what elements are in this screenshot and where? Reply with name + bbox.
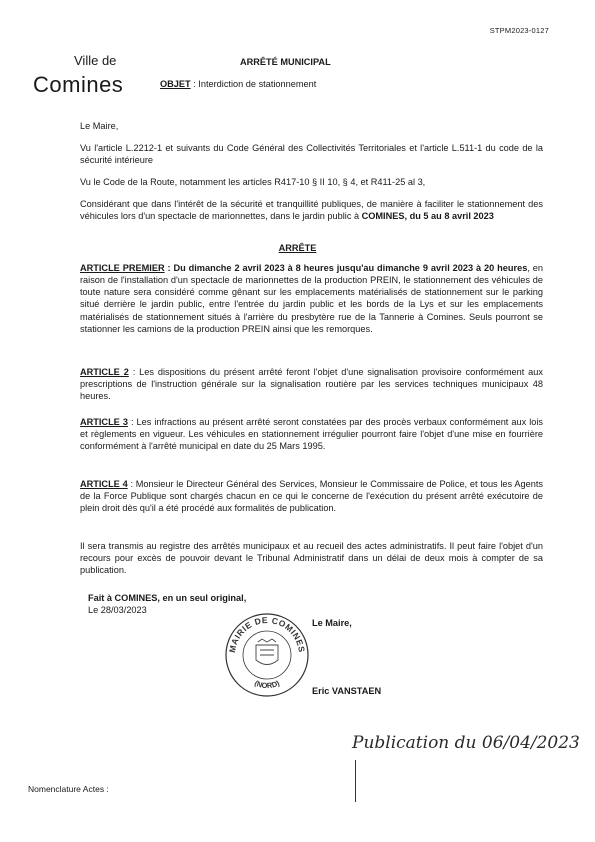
- fait-a-comines: Fait à COMINES, en un seul original,: [88, 593, 247, 603]
- preamble-considerant: [80, 198, 543, 222]
- logo-comines: Comines: [33, 72, 124, 97]
- article-premier: ARTICLE PREMIER : Du dimanche 2 avril 2023 à 8 heures jusqu'au dimanche 9 avril 2023 à 20 heures, en raison de l'installation d'un spectacle de marionnettes de la production PREIN, le stationnement des véhicules de toute nature sera considéré comme gênant sur les emplacements matérialisés de stationnement sur le parking situé derrière le jardin public, entre l'entrée du jardin public et les bords de la Lys et sur les emplacements matérialisés de stationnement situés à l'arrière du presbytère rue de la Tannerie à Comines. Seuls pourront se stationner les camions de la production PREIN ainsi que les remorques.: [80, 263, 543, 334]
- article-2-text: : Les dispositions du présent arrêté feront l'objet d'une signalisation provisoire conformément aux prescriptions de l'instruction générale sur la signalisation routière par les services techniques municipaux 48 heures.: [80, 367, 543, 402]
- preamble-vu-cgct: Vu l'article L.2212-1 et suivants du Code Général des Collectivités Territoriales et l'article L.511-1 du code de la sécurité intérieure: [80, 143, 543, 166]
- preamble-vu-code-route: Vu le Code de la Route, notamment les articles R417-10 § II 10, § 4, et R411-25 al 3,: [80, 177, 426, 187]
- nomenclature-actes: Nomenclature Actes :: [28, 784, 109, 794]
- svg-text:MAIRIE DE COMINES: [227, 615, 307, 653]
- seal-bottom-text: (NORD): [253, 678, 281, 691]
- seal-emblem: [256, 639, 278, 665]
- article-4: [80, 478, 543, 514]
- signature-le-maire: Le Maire,: [312, 618, 352, 628]
- article-premier-heading: ARTICLE PREMIER: [80, 263, 165, 273]
- objet-label: OBJET: [160, 79, 191, 89]
- article-2-heading: ARTICLE 2: [80, 367, 129, 377]
- mairie-seal-stamp: [224, 612, 310, 698]
- transmission-paragraph: Il sera transmis au registre des arrêtés municipaux et au recueil des actes administratifs. Il peut faire l'objet d'un recours pour excès de pouvoir devant le Tribunal Administratif dans un délai de deux mois à compter de sa publication.: [80, 541, 543, 576]
- article-3-text: : Les infractions au présent arrêté seront constatées par des procès verbaux conformément aux lois et règlements en vigueur. Les véhicules en stationnement irrégulier pourront faire l'objet d'une mise en fourrière conformément à l'arrêté municipal en date du 25 Mars 1995.: [80, 417, 543, 452]
- article-3: [80, 416, 543, 452]
- objet-text: : Interdiction de stationnement: [190, 79, 317, 89]
- logo-ville-de: Ville de: [74, 53, 117, 68]
- article-premier-dates: Du dimanche 2 avril 2023 à 8 heures jusqu'au dimanche 9 avril 2023 à 20 heures: [173, 263, 528, 273]
- seal-top-text: MAIRIE DE COMINES: [226, 614, 307, 654]
- considerant-text: Considérant que dans l'intérêt de la sécurité et tranquillité publiques, de manière à faciliter le stationnement des véhicules lors d'un spectacle de marionnettes, dans le jardin public à: [80, 199, 543, 222]
- article-premier-text: , en raison de l'installation d'un spectacle de marionnettes de la production PREIN, le stationnement des véhicules de toute nature sera considéré comme gênant sur les emplacements matérialisés de stationnement sur le parking situé derrière le jardin public, entre l'entrée du jardin public et les bords de la Lys et sur les emplacements matérialisés de stationnement situés à l'arrière du presbytère rue de la Tannerie à Comines. Seuls pourront se stationner les camions de la production PREIN ainsi que les remorques.: [80, 263, 543, 334]
- article-2: [80, 366, 543, 402]
- svg-text:(NORD): [253, 678, 281, 690]
- considerant-dates: COMINES, du 5 au 8 avril 2023: [361, 211, 494, 222]
- signatory-name: Eric VANSTAEN: [312, 686, 382, 696]
- handwritten-publication-text: Publication du 06/04/2023: [352, 733, 580, 753]
- document-title: ARRÊTÉ MUNICIPAL: [240, 57, 331, 67]
- article-4-text: : Monsieur le Directeur Général des Services, Monsieur le Commissaire de Police, et tous les Agents de la Force Publique sont chargés chacun en ce qui le concerne de l'exécution du présent arrêté exécutoire de plein droit dès qu'il a été procédé aux formalités de publication.: [80, 479, 543, 514]
- article-4-heading: ARTICLE 4: [80, 479, 128, 489]
- document-reference: STPM2023-0127: [489, 26, 549, 35]
- preamble-le-maire: Le Maire,: [80, 121, 119, 131]
- signature-date: Le 28/03/2023: [88, 605, 147, 615]
- objet-line: [160, 78, 316, 90]
- article-3-heading: ARTICLE 3: [80, 417, 128, 427]
- arrete-heading: ARRÊTE: [278, 243, 317, 253]
- handwritten-bracket-line: [355, 760, 356, 802]
- handwritten-publication-note: [350, 718, 580, 778]
